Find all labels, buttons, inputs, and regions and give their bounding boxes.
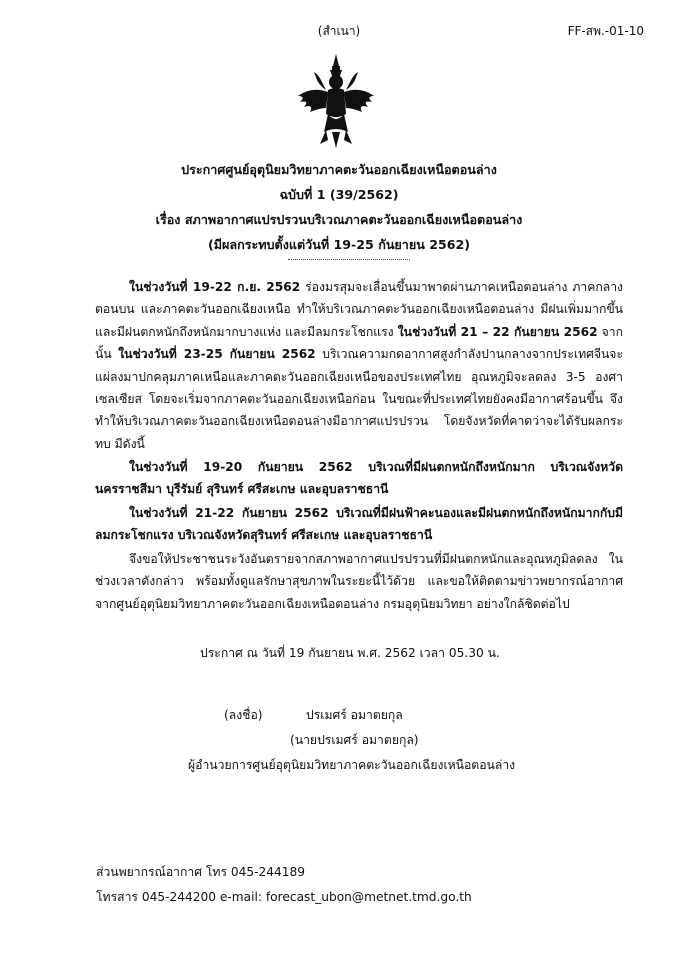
p1-text-3: บริเวณความกดอากาศสูงกำลังปานกลางจากประเทศจีนจะแผ่ลงมาปกคลุมภาคเหนือและภาคตะวันออกเฉียงเหนือของประเทศไทย อุณหภูมิจะลดลง 3-5 องศาเซลเซียส โดยจะเริ่มจากภาคตะวันออกเฉียงเหนือก่อน ในขณะที่ประเทศไทยยังคงมีอากาศร้อนขึ้น จึงทำให้บริเวณภาคตะวันออกเฉียงเหนือตอนล่างมีอากาศแปรปรวน โดยจังหวัดที่คาดว่าจะได้รับผลกระทบ มีดังนี้	[95, 347, 623, 451]
fax-email: โทรสาร 045-244200 e-mail: forecast_ubon@metnet.tmd.go.th	[96, 890, 472, 904]
garuda-emblem	[292, 52, 380, 152]
effective-period: (มีผลกระทบตั้งแต่วันที่ 19-25 กันยายน 2562)	[207, 237, 471, 252]
p1-bold-1: ในช่วงวันที่ 19-22 ก.ย. 2562	[129, 280, 301, 294]
issue-number: ฉบับที่ 1 (39/2562)	[279, 187, 399, 202]
paragraph-3: ในช่วงวันที่ 21-22 กันยายน 2562 บริเวณที่มีฝนฟ้าคะนองและมีฝนตกหนักถึงหนักมากกับมีลมกระโชกแรง บริเวณจังหวัดสุรินทร์ ศรีสะเกษ และอุบลราชธานี	[95, 506, 623, 543]
signed-label: (ลงชื่อ)	[224, 708, 263, 722]
paragraph-1	[95, 276, 623, 455]
dept-phone: ส่วนพยากรณ์อากาศ โทร 045-244189	[96, 865, 306, 879]
subject-line: เรื่อง สภาพอากาศแปรปรวนบริเวณภาคตะวันออกเฉียงเหนือตอนล่าง	[155, 212, 523, 227]
announcement-title: ประกาศศูนย์อุตุนิยมวิทยาภาคตะวันออกเฉียงเหนือตอนล่าง	[181, 162, 497, 177]
signer-full-name: (นายปรเมศร์ อมาตยกุล)	[290, 733, 419, 747]
signer-position: ผู้อำนวยการศูนย์อุตุนิยมวิทยาภาคตะวันออกเฉียงเหนือตอนล่าง	[188, 758, 516, 772]
announce-date: ประกาศ ณ วันที่ 19 กันยายน พ.ศ. 2562 เวลา 05.30 น.	[200, 646, 500, 660]
p1-text-1: ร่องมรสุมจะเลื่อนขึ้นมาพาดผ่านภาคเหนือตอนล่าง ภาคกลางตอนบน และภาคตะวันออกเฉียงเหนือ ทำให้บริเวณภาคตะวันออกเฉียงเหนือตอนล่าง มีฝนเพิ่มมากขึ้น และมีฝนตกหนักถึงหนักมากบางแห่ง และมีลมกระโชกแรง	[95, 280, 623, 339]
copy-mark: (สำเนา)	[317, 24, 361, 38]
signer-name: ปรเมศร์ อมาตยกุล	[306, 708, 403, 722]
p1-text-2: จากนั้น	[95, 324, 623, 362]
p1-bold-2: ในช่วงวันที่ 21 – 22 กันยายน 2562	[397, 324, 598, 339]
paragraph-4: จึงขอให้ประชาชนระวังอันตรายจากสภาพอากาศแปรปรวนที่มีฝนตกหนักและอุณหภูมิลดลง ในช่วงเวลาดังกล่าว พร้อมทั้งดูแลรักษาสุขภาพในระยะนี้ไว้ด้วย และขอให้ติดตามข่าวพยากรณ์อากาศจากศูนย์อุตุนิยมวิทยาภาคตะวันออกเฉียงเหนือตอนล่าง กรมอุตุนิยมวิทยา อย่างใกล้ชิดต่อไป	[95, 552, 623, 611]
p1-bold-3: ในช่วงวันที่ 23-25 กันยายน 2562	[118, 347, 316, 362]
paragraph-2: ในช่วงวันที่ 19-20 กันยายน 2562 บริเวณที่มีฝนตกหนักถึงหนักมาก บริเวณจังหวัดนครราชสีมา บุรีรัมย์ สุรินทร์ ศรีสะเกษ และอุบลราชธานี	[95, 460, 623, 497]
form-code: FF-สพ.-01-10	[567, 24, 644, 38]
divider	[288, 259, 410, 260]
